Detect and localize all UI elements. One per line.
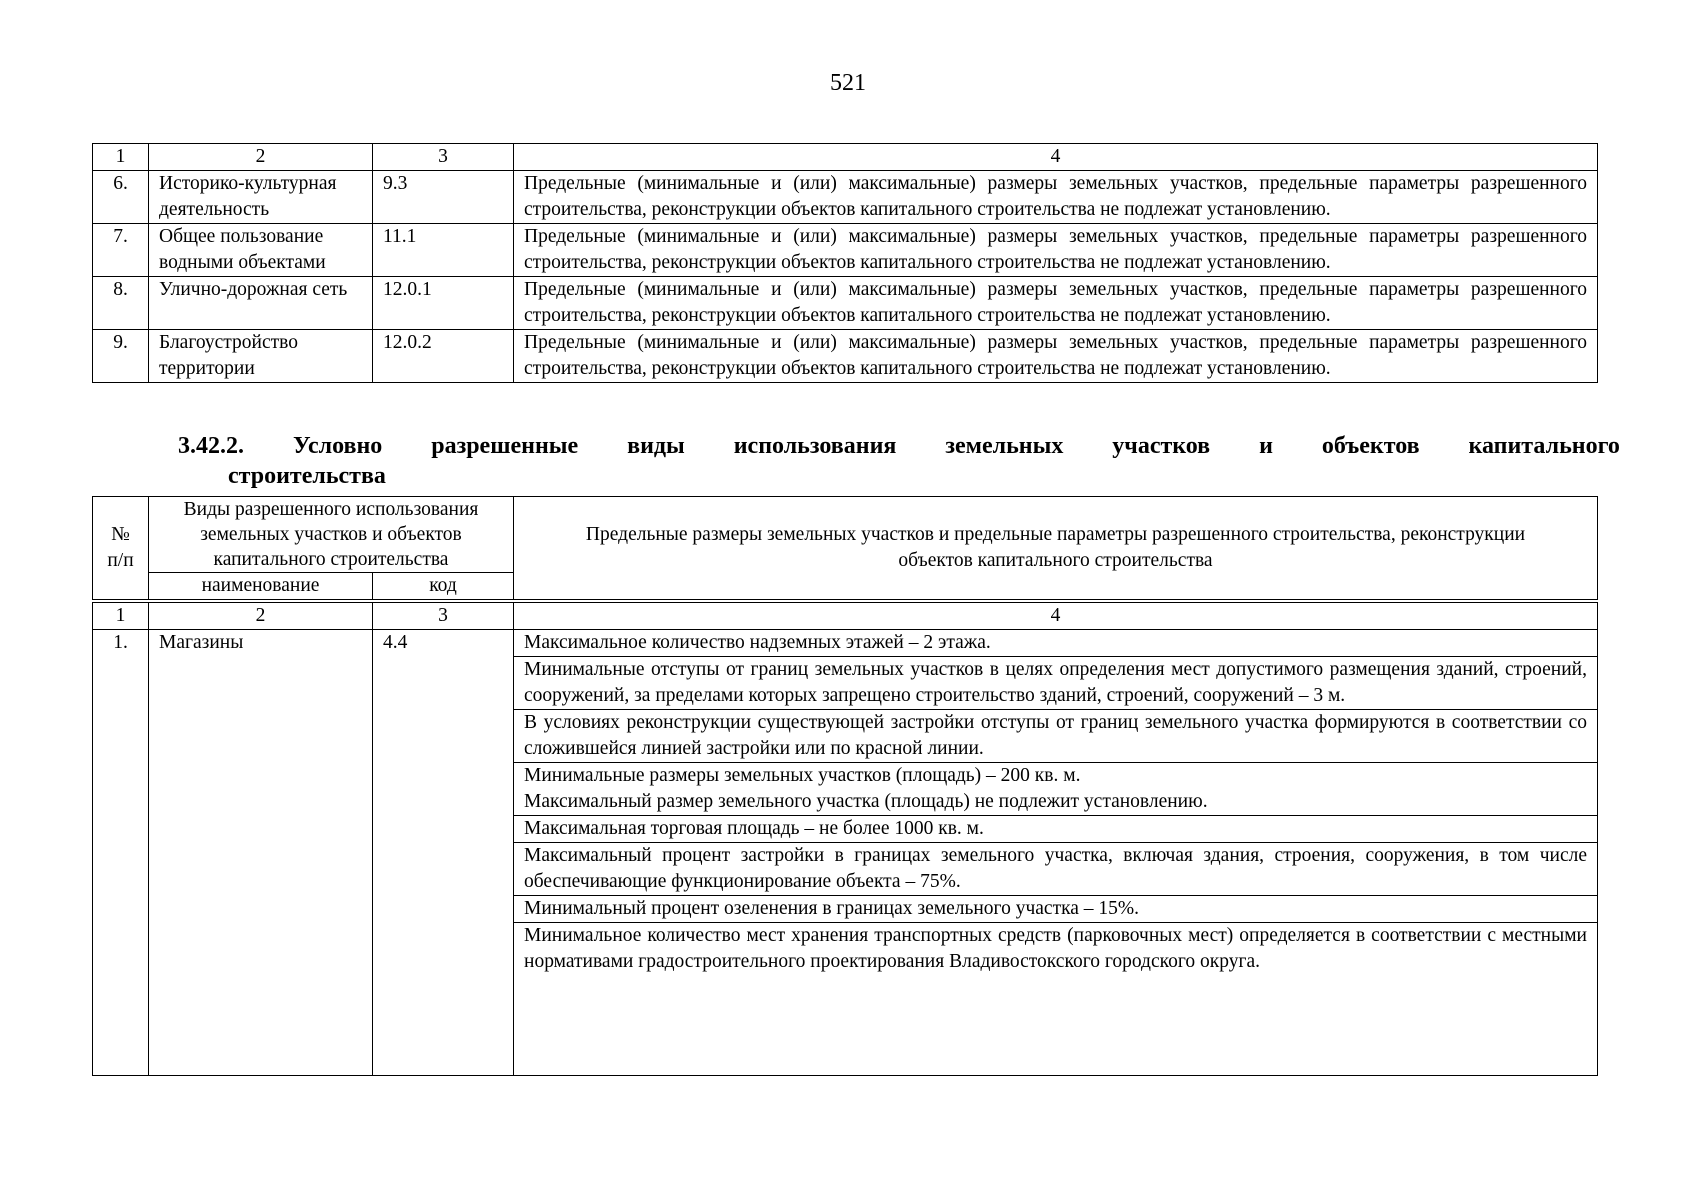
page-number: 521 bbox=[830, 70, 866, 96]
header-number: № п/п bbox=[93, 497, 149, 602]
param-reconstruction: В условиях реконструкции существующей застройки отступы от границ земельного участка формируются в соответствии со сложившейся линией застройки или по красной линии. bbox=[514, 710, 1598, 763]
use-params: Предельные (минимальные и (или) максимальные) размеры земельных участков, предельные параметры разрешенного строительства, реконструкции объектов капитального строительства не подлежат установлению. bbox=[514, 171, 1598, 224]
land-use-table-continued bbox=[92, 143, 1598, 383]
use-code: 12.0.2 bbox=[373, 330, 514, 383]
header-code: код bbox=[373, 573, 514, 602]
header-name: наименование bbox=[149, 573, 373, 602]
use-name: Благоустройство территории bbox=[149, 330, 373, 383]
param-plot-size bbox=[514, 763, 1598, 816]
header-col-3: 3 bbox=[373, 144, 514, 171]
table-row bbox=[93, 277, 1598, 330]
param-parking: Минимальное количество мест хранения транспортных средств (парковочных мест) определяется в соответствии с местными нормативами градостроительного проектирования Владивостокского городского округа. bbox=[514, 923, 1598, 1076]
use-params: Предельные (минимальные и (или) максимальные) размеры земельных участков, предельные параметры разрешенного строительства, реконструкции объектов капитального строительства не подлежат установлению. bbox=[514, 277, 1598, 330]
param-setbacks: Минимальные отступы от границ земельных участков в целях определения мест допустимого размещения зданий, строений, сооружений, за пределами которых запрещено строительство зданий, строений, сооружений – 3 м. bbox=[514, 657, 1598, 710]
table-row bbox=[93, 224, 1598, 277]
heading-word: использования bbox=[733, 433, 897, 459]
use-name: Улично-дорожная сеть bbox=[149, 277, 373, 330]
heading-word: и bbox=[1259, 433, 1273, 459]
heading-word: участков bbox=[1112, 433, 1211, 459]
table-header bbox=[93, 497, 1598, 573]
header-col-4: 4 bbox=[514, 601, 1598, 630]
section-heading bbox=[178, 431, 1620, 491]
table-row bbox=[93, 330, 1598, 383]
header-limits: Предельные размеры земельных участков и предельные параметры разрешенного строительства, реконструкции объектов капитального строительства bbox=[514, 497, 1598, 602]
row-number: 8. bbox=[93, 277, 149, 330]
section-title-line2: строительства bbox=[228, 463, 386, 489]
row-number: 1. bbox=[93, 630, 149, 1076]
header-use-types: Виды разрешенного использования земельных участков и объектов капитального строительства bbox=[149, 497, 514, 573]
table-header-numbers bbox=[93, 144, 1598, 171]
use-code: 9.3 bbox=[373, 171, 514, 224]
header-col-1: 1 bbox=[93, 144, 149, 171]
use-params: Предельные (минимальные и (или) максимальные) размеры земельных участков, предельные параметры разрешенного строительства, реконструкции объектов капитального строительства не подлежат установлению. bbox=[514, 224, 1598, 277]
row-number: 9. bbox=[93, 330, 149, 383]
conditional-use-table bbox=[92, 496, 1598, 1076]
row-number: 7. bbox=[93, 224, 149, 277]
heading-word: разрешенные bbox=[431, 433, 579, 459]
heading-word: Условно bbox=[292, 433, 383, 459]
use-params: Предельные (минимальные и (или) максимальные) размеры земельных участков, предельные параметры разрешенного строительства, реконструкции объектов капитального строительства не подлежат установлению. bbox=[514, 330, 1598, 383]
section-number: 3.42.2. bbox=[178, 433, 244, 459]
param-building-percent: Максимальный процент застройки в границах земельного участка, включая здания, строения, сооружения, в том числе обеспечивающие функционирование объекта – 75%. bbox=[514, 843, 1598, 896]
use-name: Историко-культурная деятельность bbox=[149, 171, 373, 224]
use-code: 11.1 bbox=[373, 224, 514, 277]
heading-word: земельных bbox=[945, 433, 1064, 459]
header-col-4: 4 bbox=[514, 144, 1598, 171]
param-floors: Максимальное количество надземных этажей – 2 этажа. bbox=[514, 630, 1598, 657]
use-name: Магазины bbox=[149, 630, 373, 1076]
header-col-2: 2 bbox=[149, 144, 373, 171]
header-col-3: 3 bbox=[373, 601, 514, 630]
heading-word: капитального bbox=[1468, 433, 1620, 459]
use-code: 12.0.1 bbox=[373, 277, 514, 330]
table-header-numbers bbox=[93, 601, 1598, 630]
param-greenery-percent: Минимальный процент озеленения в границах земельного участка – 15%. bbox=[514, 896, 1598, 923]
heading-word: объектов bbox=[1321, 433, 1420, 459]
header-col-2: 2 bbox=[149, 601, 373, 630]
param-trade-area: Максимальная торговая площадь – не более 1000 кв. м. bbox=[514, 816, 1598, 843]
heading-word: виды bbox=[627, 433, 685, 459]
header-col-1: 1 bbox=[93, 601, 149, 630]
use-name: Общее пользование водными объектами bbox=[149, 224, 373, 277]
row-number: 6. bbox=[93, 171, 149, 224]
table-row bbox=[93, 630, 1598, 657]
table-row bbox=[93, 171, 1598, 224]
param-max-plot: Максимальный размер земельного участка (площадь) не подлежит установлению. bbox=[524, 791, 1208, 812]
param-min-plot: Минимальные размеры земельных участков (площадь) – 200 кв. м. bbox=[524, 765, 1081, 786]
use-code: 4.4 bbox=[373, 630, 514, 1076]
